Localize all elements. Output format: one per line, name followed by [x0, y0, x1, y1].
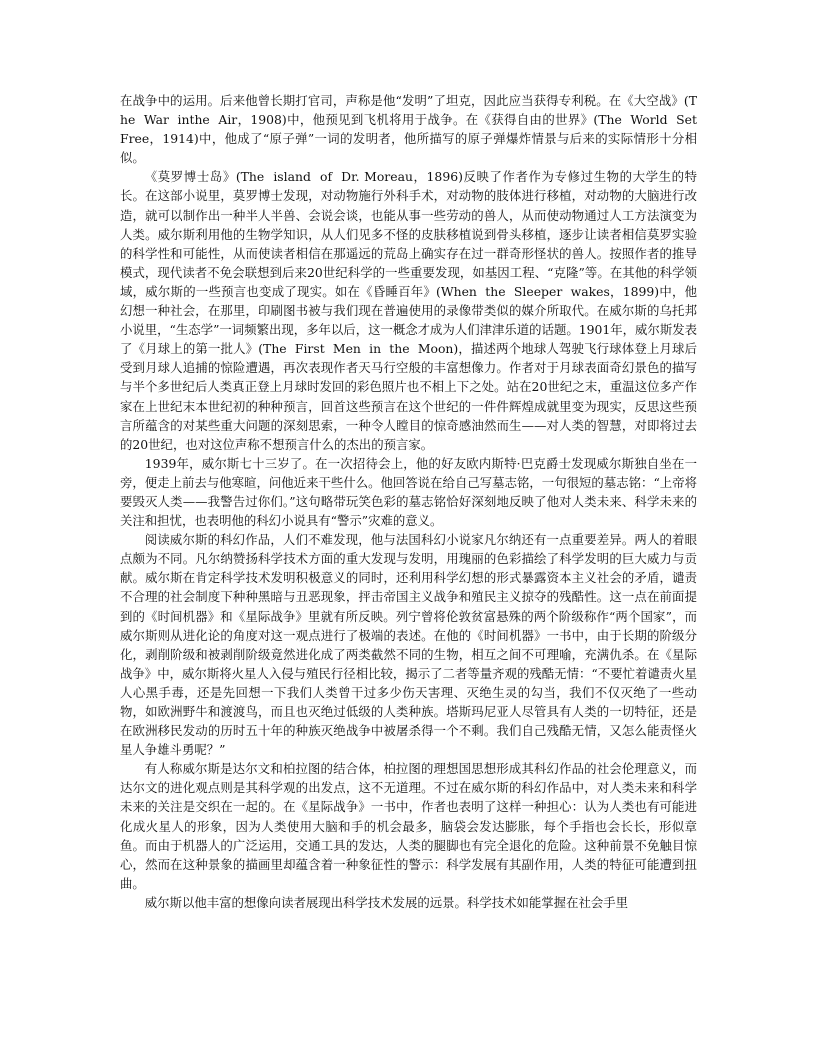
- document-body: [120, 91, 705, 912]
- paragraph-1: 在战争中的运用。后来他曾长期打官司，声称是他“发明”了坦克，因此应当获得专利税。在《大空战》(The War inthe Air，1908)中，他预见到飞机将用于战争。在《获得自由的世界》(The World Set Free，1914)中，他成了“原子弹”一词的发明者，他所描写的原子弹爆炸情景与后来的实际情形十分相似。: [120, 93, 705, 166]
- paragraph-3: 1939年，威尔斯七十三岁了。在一次招待会上，他的好友欧内斯特·巴克爵士发现威尔斯独自坐在一旁，便走上前去与他寒暄，问他近来干些什么。他回答说在给自己写墓志铭，一句很短的墓志铭：“上帝将要毁灭人类——我警告过你们。”这句略带玩笑色彩的墓志铭恰好深刻地反映了他对人类未来、科学未来的关注和担忧，也表明他的科幻小说具有“警示”灾难的意义。: [120, 455, 697, 529]
- paragraph-2: 《莫罗博士岛》(The island of Dr. Moreau，1896)反映了作者作为专修过生物的大学生的特长。在这部小说里，莫罗博士发现，对动物施行外科手术，对动物的肢体进行移植，对动物的大脑进行改造，就可以制作出一种半人半兽、会说会谈，也能从事一些劳动的兽人，从而使动物通过人工方法演变为人类。威尔斯利用他的生物学知识，从人们见多不怪的皮肤移植说到骨头移植，逐步让读者相信莫罗实验的科学性和可能性，从而使读者相信在那遥远的荒岛上确实存在过一群奇形怪状的兽人。按照作者的推导模式，现代读者不免会联想到后来20世纪科学的一些重要发现，如基因工程、“克隆”等。在其他的科学领域，威尔斯的一些预言也变成了现实。如在《昏睡百年》(When the Sleeper wakes，1899)中，他幻想一种社会，在那里，印刷图书被与我们现在普遍使用的录像带类似的媒介所取代。在威尔斯的乌托邦小说里，“生态学”一词频繁出现，多年以后，这一概念才成为人们津津乐道的话题。1901年，威尔斯发表了《月球上的第一批人》(The First Men in the Moon)，描述两个地球人驾驶飞行球体登上月球后受到月球人追捕的惊险遭遇，再次表现作者天马行空般的丰富想像力。作者对于月球表面奇幻景色的描写与半个多世纪后人类真正登上月球时发回的彩色照片也不相上下之处。站在20世纪之末，重温这位多产作家在上世纪末本世纪初的种种预言，回首这些预言在这个世纪的一件件辉煌成就里变为现实，反思这些预言所蕴含的对某些重大问题的深刻思索，一种令人瞠目的惊奇感油然而生——对人类的智慧，对即将过去的20世纪，也对这位声称不想预言什么的杰出的预言家。: [120, 169, 697, 452]
- paragraph-6: 威尔斯以他丰富的想像向读者展现出科学技术发展的远景。科学技术如能掌握在社会手里: [144, 894, 629, 910]
- paragraph-5: 有人称威尔斯是达尔文和柏拉图的结合体，柏拉图的理想国思想形成其科幻作品的社会伦理意义，而达尔文的进化观点则是其科学观的出发点，这不无道理。不过在威尔斯的科幻作品中，对人类未来和科学未来的关注是交织在一起的。在《星际战争》一书中，作者也表明了这样一种担心：认为人类也有可能进化成火星人的形象，因为人类使用大脑和手的机会最多，脑袋会发达膨胀，每个手指也会长长，形似章鱼。而由于机器人的广泛运用，交通工具的发达，人类的腿脚也有完全退化的危险。这种前景不免触目惊心，然而在这种景象的描画里却蕴含着一种象征性的警示：科学发展有其副作用，人类的特征可能遭到扭曲。: [120, 761, 697, 891]
- paragraph-4: 阅读威尔斯的科幻作品，人们不难发现，他与法国科幻小说家凡尔纳还有一点重要差异。两人的着眼点颇为不同。凡尔纳赞扬科学技术方面的重大发现与发明，用瑰丽的色彩描绘了科学发明的巨大威力与贡献。威尔斯在肯定科学技术发明积极意义的同时，还利用科学幻想的形式暴露资本主义社会的矛盾，谴责不合理的社会制度下种种黑暗与丑恶现象，抨击帝国主义战争和殖民主义掠夺的残酷性。这一点在前面提到的《时间机器》和《星际战争》里就有所反映。列宁曾将伦敦贫富悬殊的两个阶级称作“两个国家”，而威尔斯则从进化论的角度对这一观点进行了极端的表述。在他的《时间机器》一书中，由于长期的阶级分化，剥削阶级和被剥削阶级竟然进化成了两类截然不同的生物，相互之间不可理喻，充满仇杀。在《星际战争》中，威尔斯将火星人入侵与殖民行径相比较，揭示了二者等量齐观的残酷无情：“不要忙着谴责火星人心黑手毒，还是先回想一下我们人类曾干过多少伤天害理、灭绝生灵的勾当，我们不仅灭绝了一些动物，如欧洲野牛和渡渡鸟，而且也灭绝过低级的人类种族。塔斯玛尼亚人尽管具有人类的一切特征，还是在欧洲移民发动的历时五十年的种族灭绝战争中被屠杀得一个不剩。我们自己残酷无情，又怎么能责怪火星人争雄斗勇呢？”: [120, 532, 697, 758]
